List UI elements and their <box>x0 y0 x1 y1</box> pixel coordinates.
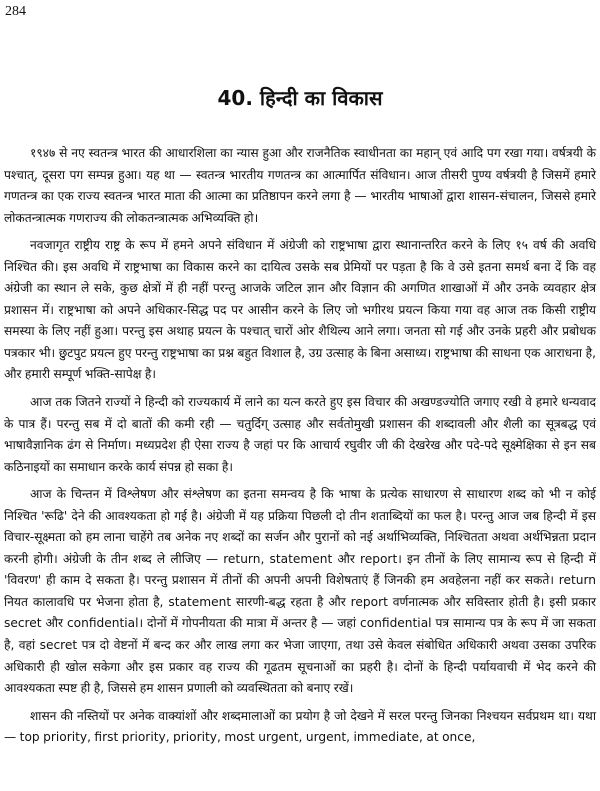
paragraph-5: शासन की नस्तियों पर अनेक वाक्यांशों और शब्दमालाओं का प्रयोग है जो देखने में सरल परन्तु जिनका निश्चयन सर्वप्रथम था। यथा — top priority, first priority, priority, most urgent, urgent, immediate, at once, <box>4 708 596 745</box>
paragraph-2: नवजागृत राष्ट्रीय राष्ट्र के रूप में हमने अपने संविधान में अंग्रेजी को राष्ट्रभाषा द्वारा स्थानान्तरित करने के लिए १५ वर्ष की अवधि निश्चित की। इस अवधि में राष्ट्रभाषा का विकास करने का दायित्व उसके सब प्रेमियों पर पड़ता है कि वे उसे इतना समर्थ बना दें कि वह अंग्रेजी का स्थान ले सके, कुछ क्षेत्रों में ही नहीं परन्तु आजके जटिल ज्ञान और विज्ञान की अगणित शाखाओं में और उनके व्यवहार क्षेत्र प्रशासन में। राष्ट्रभाषा को अपने अधिकार-सिद्ध पद पर आसीन करने के लिए जो भगीरथ प्रयत्न किया गया वह आज तक किसी राष्ट्रीय समस्या के लिए नहीं हुआ। परन्तु इस अथाह प्रयत्न के पश्चात् चारों ओर शैथिल्य आने लगा। जनता सो गई और उनके प्रहरी और प्रबोधक पत्रकार भी। छुटपुट प्रयत्न हुए परन्तु राष्ट्रभाषा का प्रश्न बहुत विशाल है, उग्र उत्साह के बिना असाध्य। राष्ट्रभाषा की साधना एक आराधना है, और हमारी सम्पूर्ण भक्ति-सापेक्ष है। <box>4 238 596 382</box>
paragraph-4: आज के चिन्तन में विश्लेषण और संश्लेषण का इतना समन्वय है कि भाषा के प्रत्येक साधारण से साधारण शब्द को भी न कोई निश्चित 'रूढि' देने की आवश्यकता हो गई है। अंग्रेजी में यह प्रक्रिया पिछली दो तीन शताब्दियों का फल है। परन्तु आज जब हिन्दी में इस विचार-सूक्ष्मता को हम लाना चाहेंगे तब अनेक नए शब्दों का सर्जन और पुरानों को नई अर्थाभिव्यक्ति, निश्चितता अथवा अर्थभिन्नता प्रदान करनी होगी। अंग्रेजी के तीन शब्द ले लीजिए — return, statement और report। इन तीनों के लिए सामान्य रूप से हिन्दी में 'विवरण' ही काम दे सकता है। परन्तु प्रशासन में तीनों की अपनी अपनी विशेषताएं हैं जिनकी हम अवहेलना नहीं कर सकते। return नियत कालावधि पर भेजना होता है, statement सारणी-बद्ध रहता है और report वर्णनात्मक और सविस्तार होती है। इसी प्रकार secret और confidential। दोनों में गोपनीयता की मात्रा में अन्तर है — जहां confidential पत्र सामान्य पत्र के रूप में जा सकता है, वहां secret पत्र दो वेष्टनों में बन्द कर और लाख लगा कर भेजा जाएगा, तथा उसे केवल संबोधित अधिकारी अथवा उसका उपरिक अधिकारी ही खोल सकेगा और इस प्रकार वह राज्य की गूढतम सूचनाओं का प्रहरी है। दोनों के हिन्दी पर्यायवाची में भेद करने की आवश्यकता स्पष्ट ही है, जिससे हम शासन प्रणाली को व्यवस्थितता को बनाए रखें। <box>4 487 596 696</box>
paragraph-1: १९४७ से नए स्वतन्त्र भारत की आधारशिला का न्यास हुआ और राजनैतिक स्वाधीनता का महान् एवं आदि पग रखा गया। वर्षत्रयी के पश्चात्, दूसरा पग सम्पन्न हुआ। यह था — स्वतन्त्र भारतीय गणतन्त्र का आत्मार्पित संविधान। आज तीसरी पुण्य वर्षत्रयी है जिसमें हमारे गणतन्त्र का एक राज्य स्वतन्त्र भारत माता की आत्मा का प्रतिष्ठापन करने लगा है — भारतीय भाषाओं द्वारा शासन-संचालन, जिससे हमारे लोकतन्त्रात्मक गणराज्य की लोकतन्त्रात्मक अभिव्यक्ति हो। <box>4 146 596 225</box>
paragraph-3: आज तक जितने राज्यों ने हिन्दी को राज्यकार्य में लाने का यत्न करते हुए इस विचार की अखण्डज्योति जगाए रखी वे हमारे धन्यवाद के पात्र हैं। परन्तु सब में दो बातों की कमी रही — चतुर्दिग् उत्साह और सर्वतोमुखी प्रशासन की शब्दावली और शैली का सूत्रबद्ध एवं भाषावैज्ञानिक ढंग से निर्माण। मध्यप्रदेश ही ऐसा राज्य है जहां पर कि आचार्य रघुवीर जी की देखरेख और पदे-पदे सूक्ष्मेक्षिका से इन सब कठिनाइयों का समाधान करके कार्य संपन्न हो सका है। <box>4 395 596 474</box>
chapter-title: 40. हिन्दी का विकास <box>217 86 383 110</box>
body-text <box>4 143 596 749</box>
page-number: 284 <box>5 4 26 19</box>
